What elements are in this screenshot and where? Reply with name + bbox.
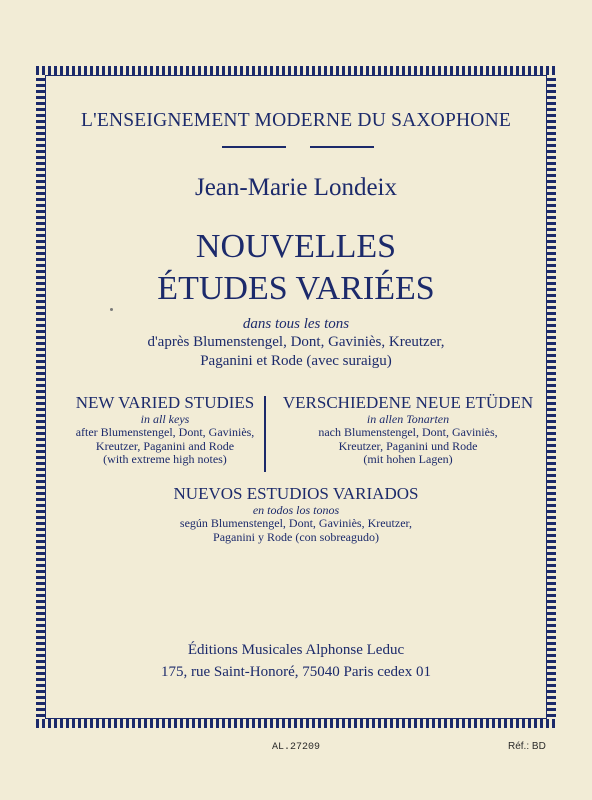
german-heading: VERSCHIEDENE NEUE ETÜDEN — [282, 393, 534, 412]
divider-right — [310, 146, 374, 148]
publisher-address: 175, rue Saint-Honoré, 75040 Paris cedex 01 — [161, 664, 431, 680]
catalog-number: AL.27209 — [272, 742, 321, 753]
spanish-line-1: según Blumenstengel, Dont, Gaviniès, Kreutzer, — [179, 516, 413, 530]
title-line-2: ÉTUDES VARIÉES — [157, 270, 435, 307]
sources-line-2: Paganini et Rode (avec suraigu) — [200, 353, 392, 369]
german-keys: in allen Tonarten — [366, 412, 450, 426]
speck-mark — [110, 308, 113, 311]
series-title: L'ENSEIGNEMENT MODERNE DU SAXOPHONE — [81, 110, 511, 131]
english-line-1: after Blumenstengel, Dont, Gaviniès, — [75, 425, 255, 439]
subtitle: dans tous les tons — [242, 316, 350, 332]
english-block — [64, 394, 266, 467]
sources-line-1: d'après Blumenstengel, Dont, Gaviniès, Kreutzer, — [147, 334, 445, 350]
cover-panel — [45, 75, 547, 719]
english-line-3: (with extreme high notes) — [103, 452, 227, 466]
english-line-2: Kreutzer, Paganini and Rode — [95, 438, 235, 453]
column-divider — [264, 396, 266, 472]
english-keys: in all keys — [140, 412, 190, 426]
divider-left — [222, 146, 286, 148]
decorative-border — [36, 66, 556, 728]
german-line-3: (mit hohen Lagen) — [363, 452, 453, 466]
spanish-keys: en todos los tonos — [252, 503, 340, 517]
title-line-1: NOUVELLES — [195, 228, 397, 265]
english-heading: NEW VARIED STUDIES — [75, 393, 255, 412]
spanish-heading: NUEVOS ESTUDIOS VARIADOS — [173, 484, 419, 503]
spanish-block — [46, 485, 546, 544]
composer-name: Jean-Marie Londeix — [194, 174, 397, 201]
reference-code: Réf.: BD — [508, 741, 546, 752]
spanish-line-2: Paganini y Rode (con sobreagudo) — [213, 529, 379, 544]
german-block — [274, 394, 542, 467]
publisher-name: Éditions Musicales Alphonse Leduc — [187, 642, 405, 658]
german-line-2: Kreutzer, Paganini und Rode — [338, 438, 478, 453]
german-line-1: nach Blumenstengel, Dont, Gaviniès, — [318, 425, 498, 439]
